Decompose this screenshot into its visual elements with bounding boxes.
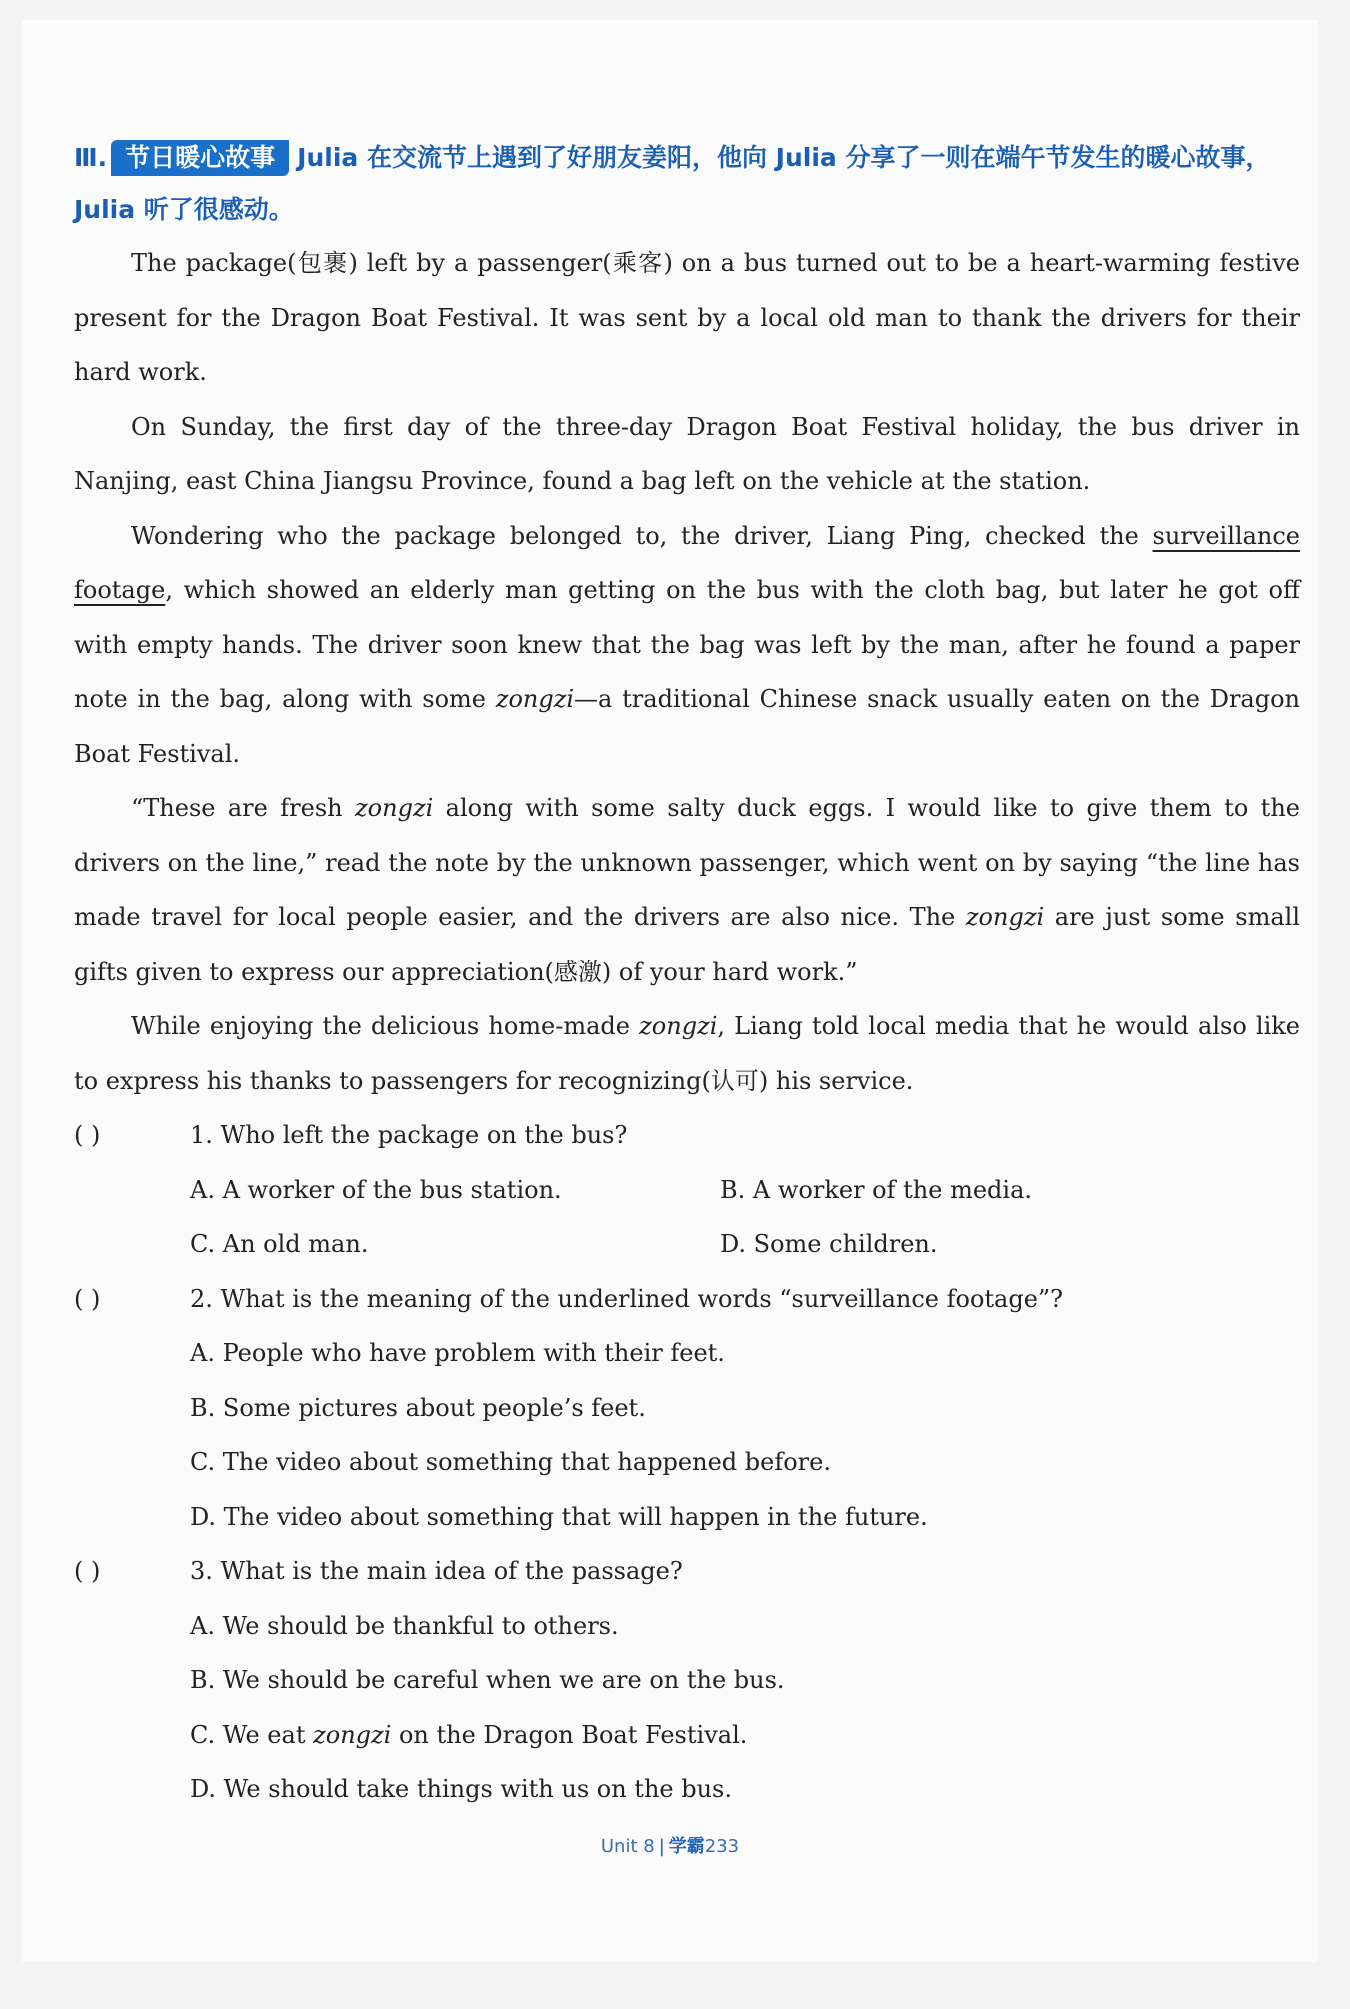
option-d: D. The video about something that will happen in the future. — [190, 1502, 928, 1531]
italic-word: zongzi — [313, 1720, 392, 1749]
italic-word: zongzi — [355, 794, 434, 822]
option-a: A. People who have problem with their feet. — [190, 1339, 725, 1367]
section-heading — [74, 132, 1300, 236]
footer-divider: | — [658, 1836, 665, 1857]
passage-paragraph-4 — [74, 781, 1300, 999]
footer-unit: Unit 8 — [600, 1836, 655, 1857]
section-intro: Julia 在交流节上遇到了好朋友姜阳，他向 Julia 分享了一则在端午节发生的暖心故事，Julia 听了很感动。 — [74, 143, 1271, 224]
option-b: B. We should be careful when we are on the bus. — [190, 1666, 785, 1694]
text-span: , which showed an elderly man getting on the bus with the cloth bag, but later he got off with empty hands. The driver soon knew that the bag was left by the man, after he found a paper note in the bag, along with some — [74, 576, 1300, 713]
answer-bracket[interactable]: ( ) — [74, 1121, 101, 1149]
text-span: along with some salty duck eggs. I would like to give them to the drivers on the line,” read the note by the unknown passenger, which went on by saying “the line has made travel for local people easier, and the drivers are also nice. The — [74, 794, 1300, 931]
option-d: D. Some children. — [720, 1230, 938, 1258]
passage-paragraph-5 — [74, 999, 1300, 1108]
page-number: 233 — [704, 1836, 740, 1857]
passage-paragraph-1: The package(包裹) left by a passenger(乘客) on a bus turned out to be a heart-warming festive present for the Dragon Boat Festival. It was sent by a local old man to thank the drivers for their hard work. — [74, 249, 1300, 386]
content — [74, 132, 1300, 1817]
question-1 — [74, 1108, 1300, 1163]
question-2 — [74, 1272, 1300, 1327]
question-1-options-row-1 — [74, 1163, 1300, 1218]
question-stem: 2. What is the meaning of the underlined words “surveillance footage”? — [190, 1284, 1064, 1313]
text-span: Wondering who the package belonged to, the driver, Liang Ping, checked the — [131, 521, 1153, 550]
underlined-words: surveillance footage — [74, 521, 1300, 604]
option-b: B. A worker of the media. — [720, 1175, 1032, 1204]
option-c: C. We eat zongzi on the Dragon Boat Festival. — [190, 1720, 748, 1749]
option-a: A. A worker of the bus station. — [190, 1175, 562, 1204]
option-c: C. An old man. — [190, 1230, 369, 1258]
section-tag: 节日暖心故事 — [111, 140, 289, 176]
italic-word: zongzi — [495, 685, 575, 713]
question-3 — [74, 1544, 1300, 1599]
text-span: “These are fresh — [131, 794, 356, 822]
question-stem: 1. Who left the package on the bus? — [190, 1121, 628, 1149]
option-a: A. We should be thankful to others. — [190, 1611, 619, 1640]
option-c: C. The video about something that happened before. — [190, 1448, 831, 1476]
page-footer — [22, 1832, 1318, 1858]
section-number: Ⅲ. — [74, 143, 108, 172]
option-b: B. Some pictures about people’s feet. — [190, 1393, 646, 1422]
text-span: are just some small gifts given to express our appreciation(感激) of your hard work.” — [74, 903, 1301, 986]
text-span: —a traditional Chinese snack usually eaten on the Dragon Boat Festival. — [74, 685, 1300, 768]
italic-word: zongzi — [639, 1012, 718, 1040]
answer-bracket[interactable]: ( ) — [74, 1557, 101, 1585]
question-1-options-row-2 — [74, 1217, 1300, 1272]
passage-paragraph-2: On Sunday, the first day of the three-day Dragon Boat Festival holiday, the bus driver in Nanjing, east China Jiangsu Province, found a bag left on the vehicle at the station. — [74, 412, 1300, 495]
page — [22, 20, 1318, 1962]
footer-brand: 学霸 — [668, 1836, 705, 1857]
text-span: , Liang told local media that he would also like to express his thanks to passengers for recognizing(认可) his service. — [74, 1012, 1300, 1095]
option-d: D. We should take things with us on the bus. — [190, 1775, 732, 1803]
question-stem: 3. What is the main idea of the passage? — [190, 1557, 683, 1585]
italic-word: zongzi — [965, 903, 1045, 931]
answer-bracket[interactable]: ( ) — [74, 1284, 101, 1313]
passage-paragraph-3 — [74, 509, 1300, 782]
text-span: While enjoying the delicious home-made — [131, 1012, 640, 1040]
